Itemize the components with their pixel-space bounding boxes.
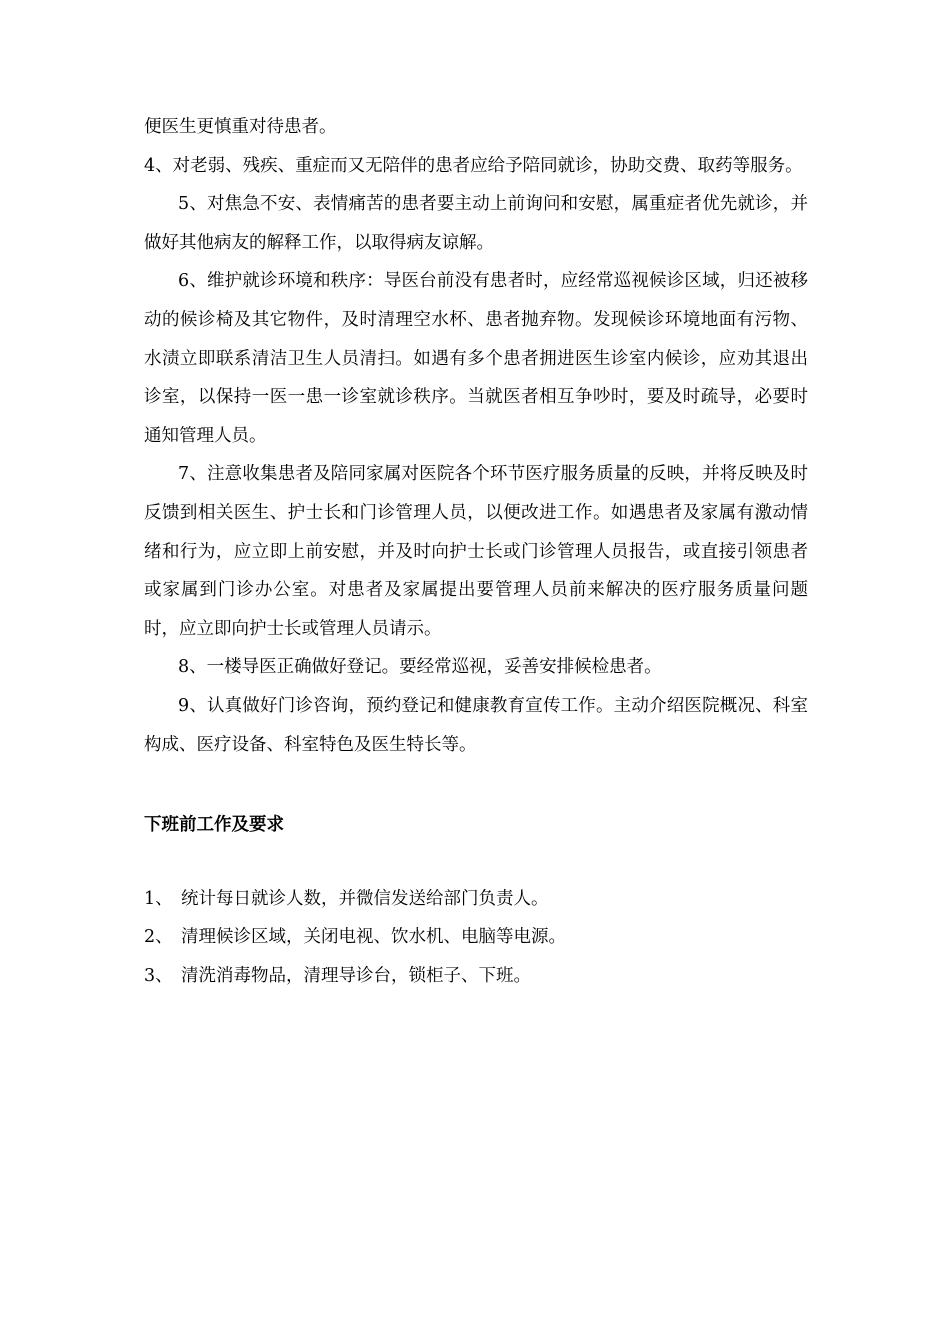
section-heading: 下班前工作及要求 — [144, 815, 284, 836]
paragraph-continuation: 便医生更慎重对待患者。 — [144, 117, 337, 137]
list-item — [144, 880, 808, 919]
paragraph-item-9: 9、认真做好门诊咨询，预约登记和健康教育宣传工作。主动介绍医院概况、科室构成、医疗设备、科室特色及医生特长等。 — [144, 695, 808, 755]
paragraph-item-8: 8、一楼导医正确做好登记。要经常巡视，妥善安排候检患者。 — [178, 657, 662, 678]
document-page — [144, 108, 808, 995]
list-item-number: 2、 — [144, 927, 173, 948]
paragraph-item-7: 7、注意收集患者及陪同家属对医院各个环节医疗服务质量的反映，并将反映及时反馈到相关医生、护士长和门诊管理人员，以便改进工作。如遇患者及家属有激动情绪和行为，应立即上前安慰，并及时向护士长或门诊管理人员报告，或直接引领患者或家属到门诊办公室。对患者及家属提出要管理人员前来解决的医疗服务质量问题时，应立即向护士长或管理人员请示。 — [144, 464, 808, 639]
list-item-number: 3、 — [144, 965, 173, 986]
off-duty-task-list — [144, 880, 808, 996]
paragraph-item-4: 4、对老弱、残疾、重症而又无陪伴的患者应给予陪同就诊，协助交费、取药等服务。 — [144, 155, 803, 176]
list-item-text: 清理候诊区域，关闭电视、饮水机、电脑等电源。 — [181, 927, 566, 948]
paragraph-item-6: 6、维护就诊环境和秩序：导医台前没有患者时，应经常巡视候诊区域，归还被移动的候诊椅及其它物件，及时清理空水杯、患者抛弃物。发现候诊环境地面有污物、水渍立即联系清洁卫生人员清扫。如遇有多个患者拥进医生诊室内候诊，应劝其退出诊室，以保持一医一患一诊室就诊秩序。当就医者相互争吵时，要及时疏导，必要时通知管理人员。 — [144, 271, 808, 446]
list-item-text: 清洗消毒物品，清理导诊台，锁柜子、下班。 — [181, 965, 531, 986]
list-item-number: 1、 — [144, 888, 173, 909]
list-item — [144, 918, 808, 957]
list-item-text: 统计每日就诊人数，并微信发送给部门负责人。 — [181, 888, 549, 909]
paragraph-item-5: 5、对焦急不安、表情痛苦的患者要主动上前询问和安慰，属重症者优先就诊，并做好其他病友的解释工作，以取得病友谅解。 — [144, 194, 808, 253]
list-item — [144, 957, 808, 996]
